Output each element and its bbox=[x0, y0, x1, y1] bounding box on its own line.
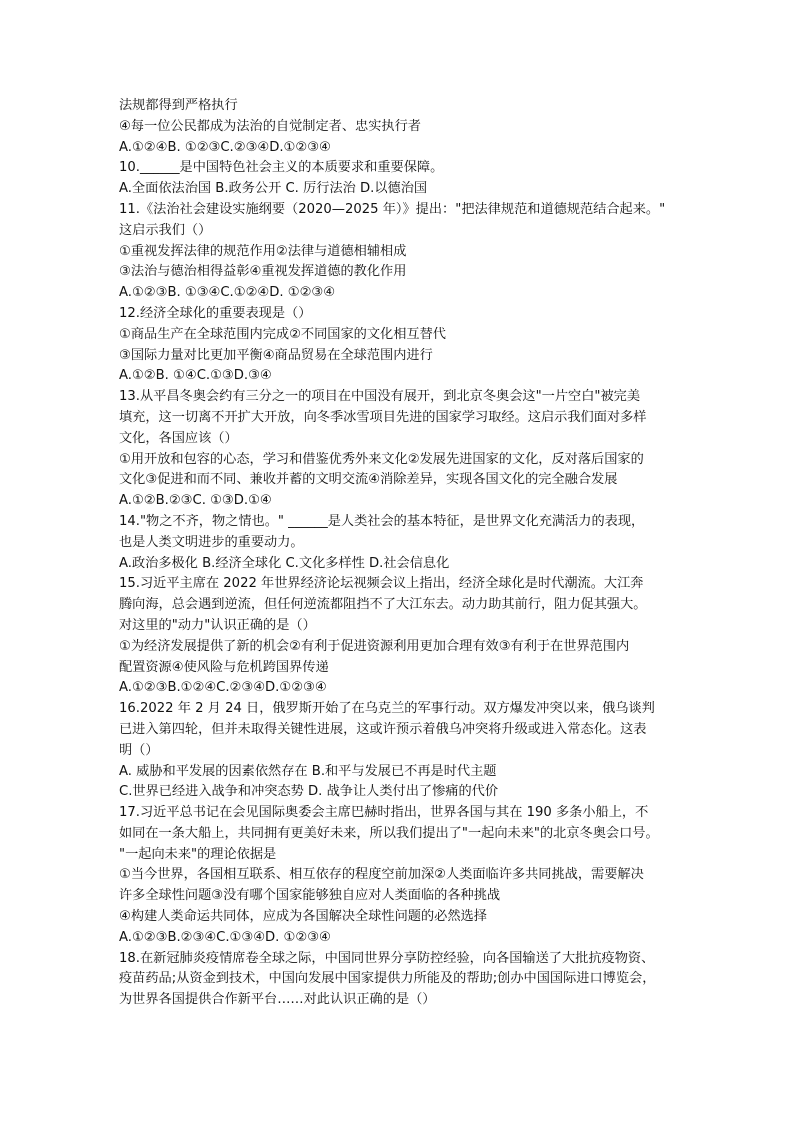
text-line: C.世界已经进入战争和冲突态势 D. 战争让人类付出了惨痛的代价 bbox=[119, 784, 499, 800]
text-line: ④构建人类命运共同体，应成为各国解决全球性问题的必然选择 bbox=[119, 909, 487, 925]
text-line: 为世界各国提供合作新平台……对此认识正确的是（） bbox=[119, 992, 436, 1008]
text-line: ③国际力量对比更加平衡④商品贸易在全球范围内进行 bbox=[119, 347, 433, 363]
text-line: 14."物之不齐，物之情也。" ______是人类社会的基本特征，是世界文化充满活力的表现， bbox=[119, 513, 645, 529]
text-line: A.①②③B.②③④C.①③④D. ①②③④ bbox=[119, 929, 331, 945]
text-line: A.①②B.②③C. ①③D.①④ bbox=[119, 493, 272, 509]
text-line: 文化，各国应该（） bbox=[119, 430, 238, 446]
text-line: A.①②④B. ①②③C.②③④D.①②③④ bbox=[119, 139, 331, 155]
text-line: ①用开放和包容的心态，学习和借鉴优秀外来文化②发展先进国家的文化，反对落后国家的 bbox=[119, 451, 644, 467]
text-line: 13.从平昌冬奥会约有三分之一的项目在中国没有展开，到北京冬奥会这"一片空白"被完美 bbox=[119, 389, 641, 405]
text-line: 这启示我们（） bbox=[119, 222, 212, 238]
text-line: 许多全球性问题③没有哪个国家能够独自应对人类面临的各种挑战 bbox=[119, 888, 501, 904]
text-line: ④每一位公民都成为法治的自觉制定者、忠实执行者 bbox=[119, 118, 421, 134]
text-line: A.①②③B.①②④C.②③④D.①②③④ bbox=[119, 680, 327, 696]
text-line: A.政治多极化 B.经济全球化 C.文化多样性 D.社会信息化 bbox=[119, 555, 450, 571]
text-line: 17.习近平总书记在会见国际奥委会主席巴赫时指出，世界各国与其在 190 多条小船上，不 bbox=[119, 805, 649, 821]
text-line: 10.______是中国特色社会主义的本质要求和重要保障。 bbox=[119, 160, 444, 176]
text-line: A.全面依法治国 B.政务公开 C. 厉行法治 D.以德治国 bbox=[119, 181, 428, 197]
text-line: 15.习近平主席在 2022 年世界经济论坛视频会议上指出，经济全球化是时代潮流。大江奔 bbox=[119, 576, 644, 592]
text-line: 12.经济全球化的重要表现是（） bbox=[119, 305, 312, 321]
text-line: 填充，这一切离不开扩大开放，向冬季冰雪项目先进的国家学习取经。这启示我们面对多样 bbox=[119, 409, 647, 425]
text-line: ①为经济发展提供了新的机会②有利于促进资源利用更加合理有效③有利于在世界范围内 bbox=[119, 638, 630, 654]
text-line: ③法治与德治相得益彰④重视发挥道德的教化作用 bbox=[119, 264, 407, 280]
text-line: 18.在新冠肺炎疫情席卷全球之际，中国同世界分享防控经验，向各国输送了大批抗疫物资、 bbox=[119, 950, 655, 966]
text-line: 法规都得到严格执行 bbox=[119, 98, 238, 113]
text-line: 明（） bbox=[119, 742, 159, 758]
text-line: ①商品生产在全球范围内完成②不同国家的文化相互替代 bbox=[119, 326, 446, 342]
text-line: A.①②③B. ①③④C.①②④D. ①②③④ bbox=[119, 285, 336, 301]
text-line: 也是人类文明进步的重要动力。 bbox=[119, 534, 304, 550]
text-line: "一起向未来"的理论依据是 bbox=[119, 846, 277, 862]
text-line: 文化③促进和而不同、兼收并蓄的文明交流④消除差异，实现各国文化的完全融合发展 bbox=[119, 472, 618, 488]
text-line: 16.2022 年 2 月 24 日，俄罗斯开始了在乌克兰的军事行动。双方爆发冲突以来，俄乌谈判 bbox=[119, 701, 655, 717]
text-line: A.①②B. ①④C.①③D.③④ bbox=[119, 368, 272, 384]
text-line: A. 威胁和平发展的因素依然存在 B.和平与发展已不再是时代主题 bbox=[119, 763, 497, 779]
text-line: 配置资源④使风险与危机跨国界传递 bbox=[119, 659, 329, 675]
text-line: 腾向海，总会遇到逆流，但任何逆流都阻挡不了大江东去。动力助其前行，阻力促其强大。 bbox=[119, 597, 647, 613]
text-line: 如同在一条大船上，共同拥有更美好未来，所以我们提出了"一起向未来"的北京冬奥会口号。 bbox=[119, 825, 659, 841]
document-page bbox=[119, 96, 685, 1011]
text-line: 疫苗药品;从资金到技术，中国向发展中国家提供力所能及的帮助;创办中国国际进口博览会， bbox=[119, 971, 656, 987]
text-line: ①重视发挥法律的规范作用②法律与道德相辅相成 bbox=[119, 243, 407, 259]
text-line: 对这里的"动力"认识正确的是（） bbox=[119, 617, 316, 633]
text-line: 已进入第四轮，但并未取得关键性进展，这或许预示着俄乌冲突将升级或进入常态化。这表 bbox=[119, 721, 647, 737]
text-line: 11.《法治社会建设实施纲要（2020—2025 年）》提出："把法律规范和道德规范结合起来。" bbox=[119, 201, 666, 217]
text-line: ①当今世界，各国相互联系、相互依存的程度空前加深②人类面临许多共同挑战，需要解决 bbox=[119, 867, 644, 883]
